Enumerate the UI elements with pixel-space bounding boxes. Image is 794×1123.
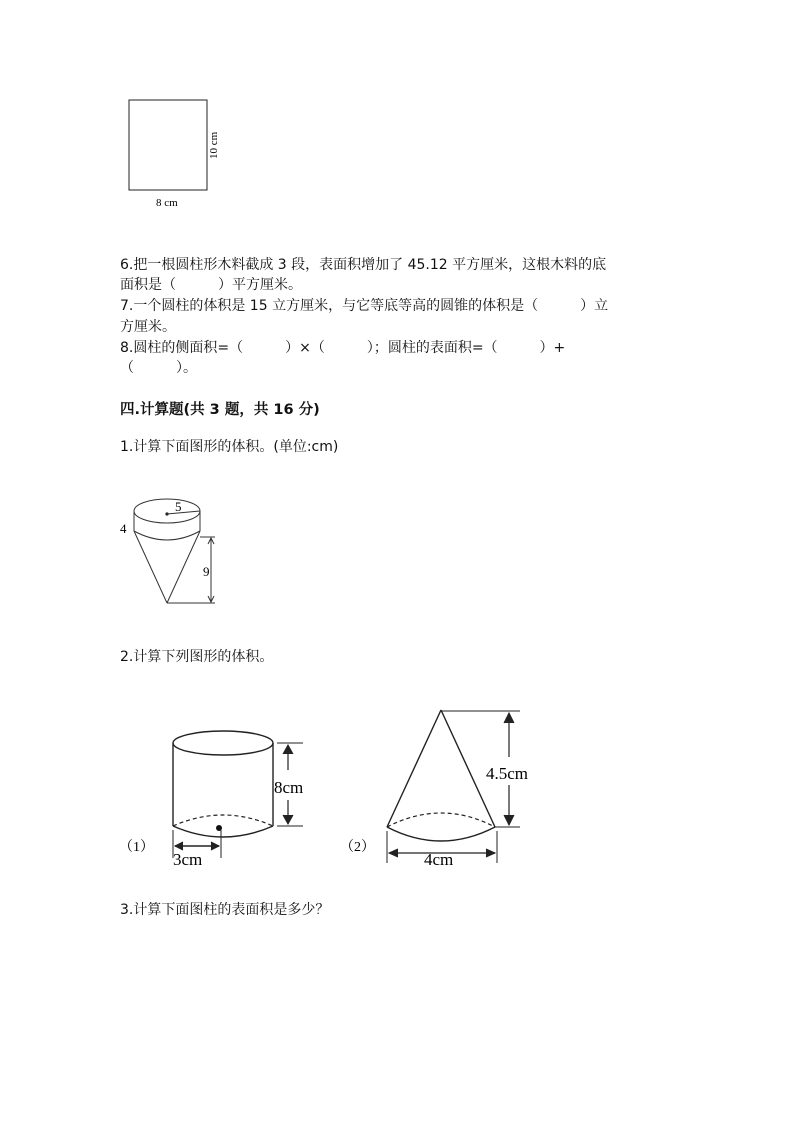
calc-q2: 2.计算下列图形的体积。	[120, 649, 274, 665]
q8-line1: 8.圆柱的侧面积=（ ）×（ ）；圆柱的表面积=（ ）+	[120, 340, 566, 356]
cylinder-figure	[115, 718, 325, 868]
cone-figure	[340, 705, 550, 870]
q1-cone-height-label: 9	[203, 564, 210, 579]
q2-fig2-tag: （2）	[340, 840, 375, 855]
q2-fig1-tag: （1）	[119, 840, 154, 855]
q7-line2: 方厘米。	[120, 319, 176, 335]
q8-line2: （ ）。	[120, 360, 197, 376]
q2-fig1-radius-label: 3cm	[173, 850, 203, 868]
q6-line2: 面积是（ ）平方厘米。	[120, 277, 302, 293]
q2-fig1-height-label: 8cm	[274, 778, 304, 797]
rect-height-label: 10 cm	[208, 131, 220, 159]
cylinder-cone-figure	[115, 487, 235, 612]
calc-q3: 3.计算下面图柱的表面积是多少？	[120, 902, 330, 918]
q2-fig2-diameter-label: 4cm	[424, 850, 454, 869]
rectangle-figure	[120, 95, 230, 215]
rect-width-label: 8 cm	[156, 197, 178, 209]
q7-line1: 7.一个圆柱的体积是 15 立方厘米，与它等底等高的圆锥的体积是（ ）立	[120, 298, 609, 314]
section-4-title: 四.计算题(共 3 题，共 16 分)	[120, 402, 320, 418]
calc-q1: 1.计算下面图形的体积。(单位:cm)	[120, 439, 339, 455]
q1-cyl-height-label: 4	[120, 521, 127, 536]
q1-radius-label: 5	[175, 499, 182, 514]
q2-fig2-height-label: 4.5cm	[486, 764, 529, 783]
q6-line1: 6.把一根圆柱形木料截成 3 段，表面积增加了 45.12 平方厘米，这根木料的底	[120, 257, 607, 273]
